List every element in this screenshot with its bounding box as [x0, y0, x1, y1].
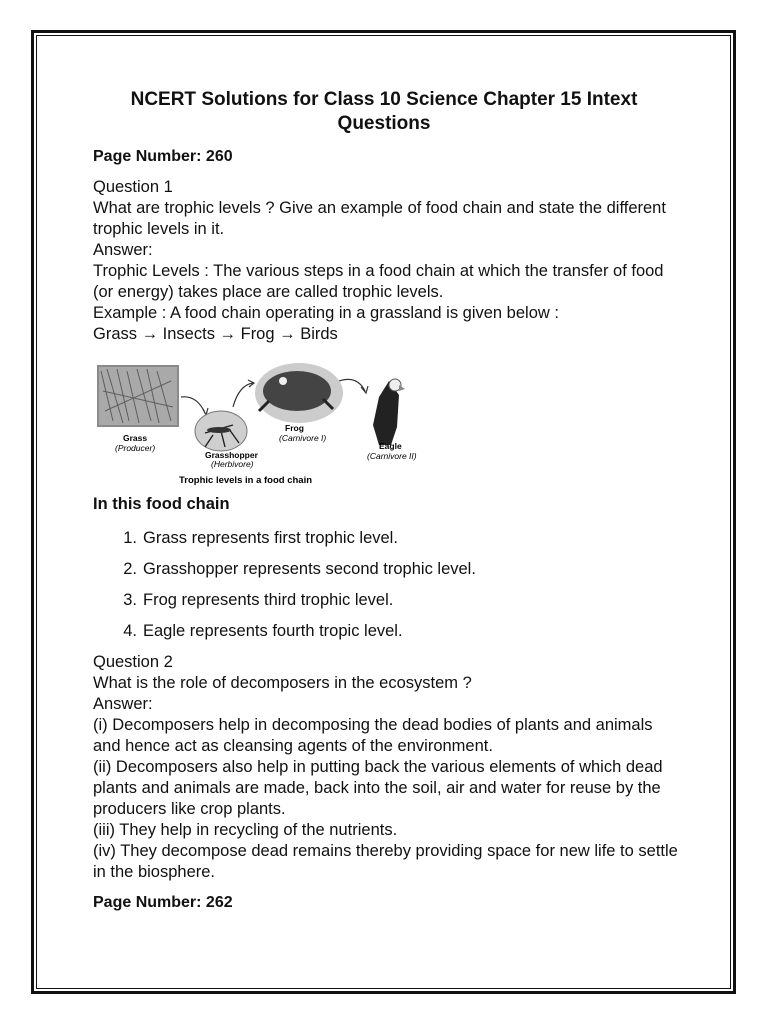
grass-role: (Producer)	[115, 443, 156, 453]
trophic-level-list	[93, 528, 683, 642]
answer-example: Example : A food chain operating in a grassland is given below :	[93, 304, 559, 322]
frog-image	[255, 363, 343, 423]
grass-image	[97, 365, 179, 427]
eagle-image	[373, 379, 405, 445]
list-item: 1. Grass represents first trophic level.	[123, 529, 398, 547]
list-item: 4. Eagle represents fourth tropic level.	[123, 622, 403, 640]
answer-point: (iv) They decompose dead remains thereby providing space for new life to settle in the biosphere.	[93, 842, 678, 881]
grasshopper-role: (Herbivore)	[211, 459, 254, 469]
answer-point: (ii) Decomposers also help in putting back the various elements of which dead plants and animals are made, back into the soil, air and water for reuse by the producers like crop plants.	[93, 758, 663, 818]
grasshopper-image	[195, 411, 247, 451]
food-chain-illustration	[93, 351, 429, 491]
list-item: 3. Frog represents third trophic level.	[123, 591, 394, 609]
question-text: What are trophic levels ? Give an example of food chain and state the different trophic levels in it.	[93, 199, 666, 238]
food-chain-figure	[93, 351, 429, 491]
arrow-3	[339, 379, 365, 391]
page-number-heading: Page Number: 260	[93, 148, 233, 165]
eagle-role: (Carnivore II)	[367, 451, 417, 461]
question-label: Question 1	[93, 178, 173, 196]
page-number-heading: Page Number: 262	[93, 894, 233, 911]
eagle-label: Eagle	[379, 441, 402, 451]
question-2	[93, 652, 683, 883]
page-title: NCERT Solutions for Class 10 Science Chapter 15 Intext Questions	[130, 89, 638, 134]
document-content	[93, 88, 683, 913]
food-chain-heading: In this food chain	[93, 495, 230, 513]
food-chain-text: Grass → Insects → Frog → Birds	[93, 325, 338, 343]
frog-role: (Carnivore I)	[279, 433, 327, 443]
answer-point: (i) Decomposers help in decomposing the dead bodies of plants and animals and hence act as cleansing agents of the environment.	[93, 716, 653, 755]
answer-label: Answer:	[93, 241, 153, 259]
answer-label: Answer:	[93, 695, 153, 713]
answer-definition: Trophic Levels : The various steps in a food chain at which the transfer of food (or energy) takes place are called trophic levels.	[93, 262, 664, 301]
arrow-1	[181, 397, 205, 413]
answer-point: (iii) They help in recycling of the nutrients.	[93, 821, 398, 839]
list-item: 2. Grasshopper represents second trophic level.	[123, 560, 476, 578]
question-1	[93, 177, 683, 345]
grass-label: Grass	[123, 433, 148, 443]
figure-caption: Trophic levels in a food chain	[179, 475, 313, 486]
question-label: Question 2	[93, 653, 173, 671]
grasshopper-label: Grasshopper	[205, 450, 258, 460]
question-text: What is the role of decomposers in the ecosystem ?	[93, 674, 472, 692]
frog-label: Frog	[285, 423, 304, 433]
